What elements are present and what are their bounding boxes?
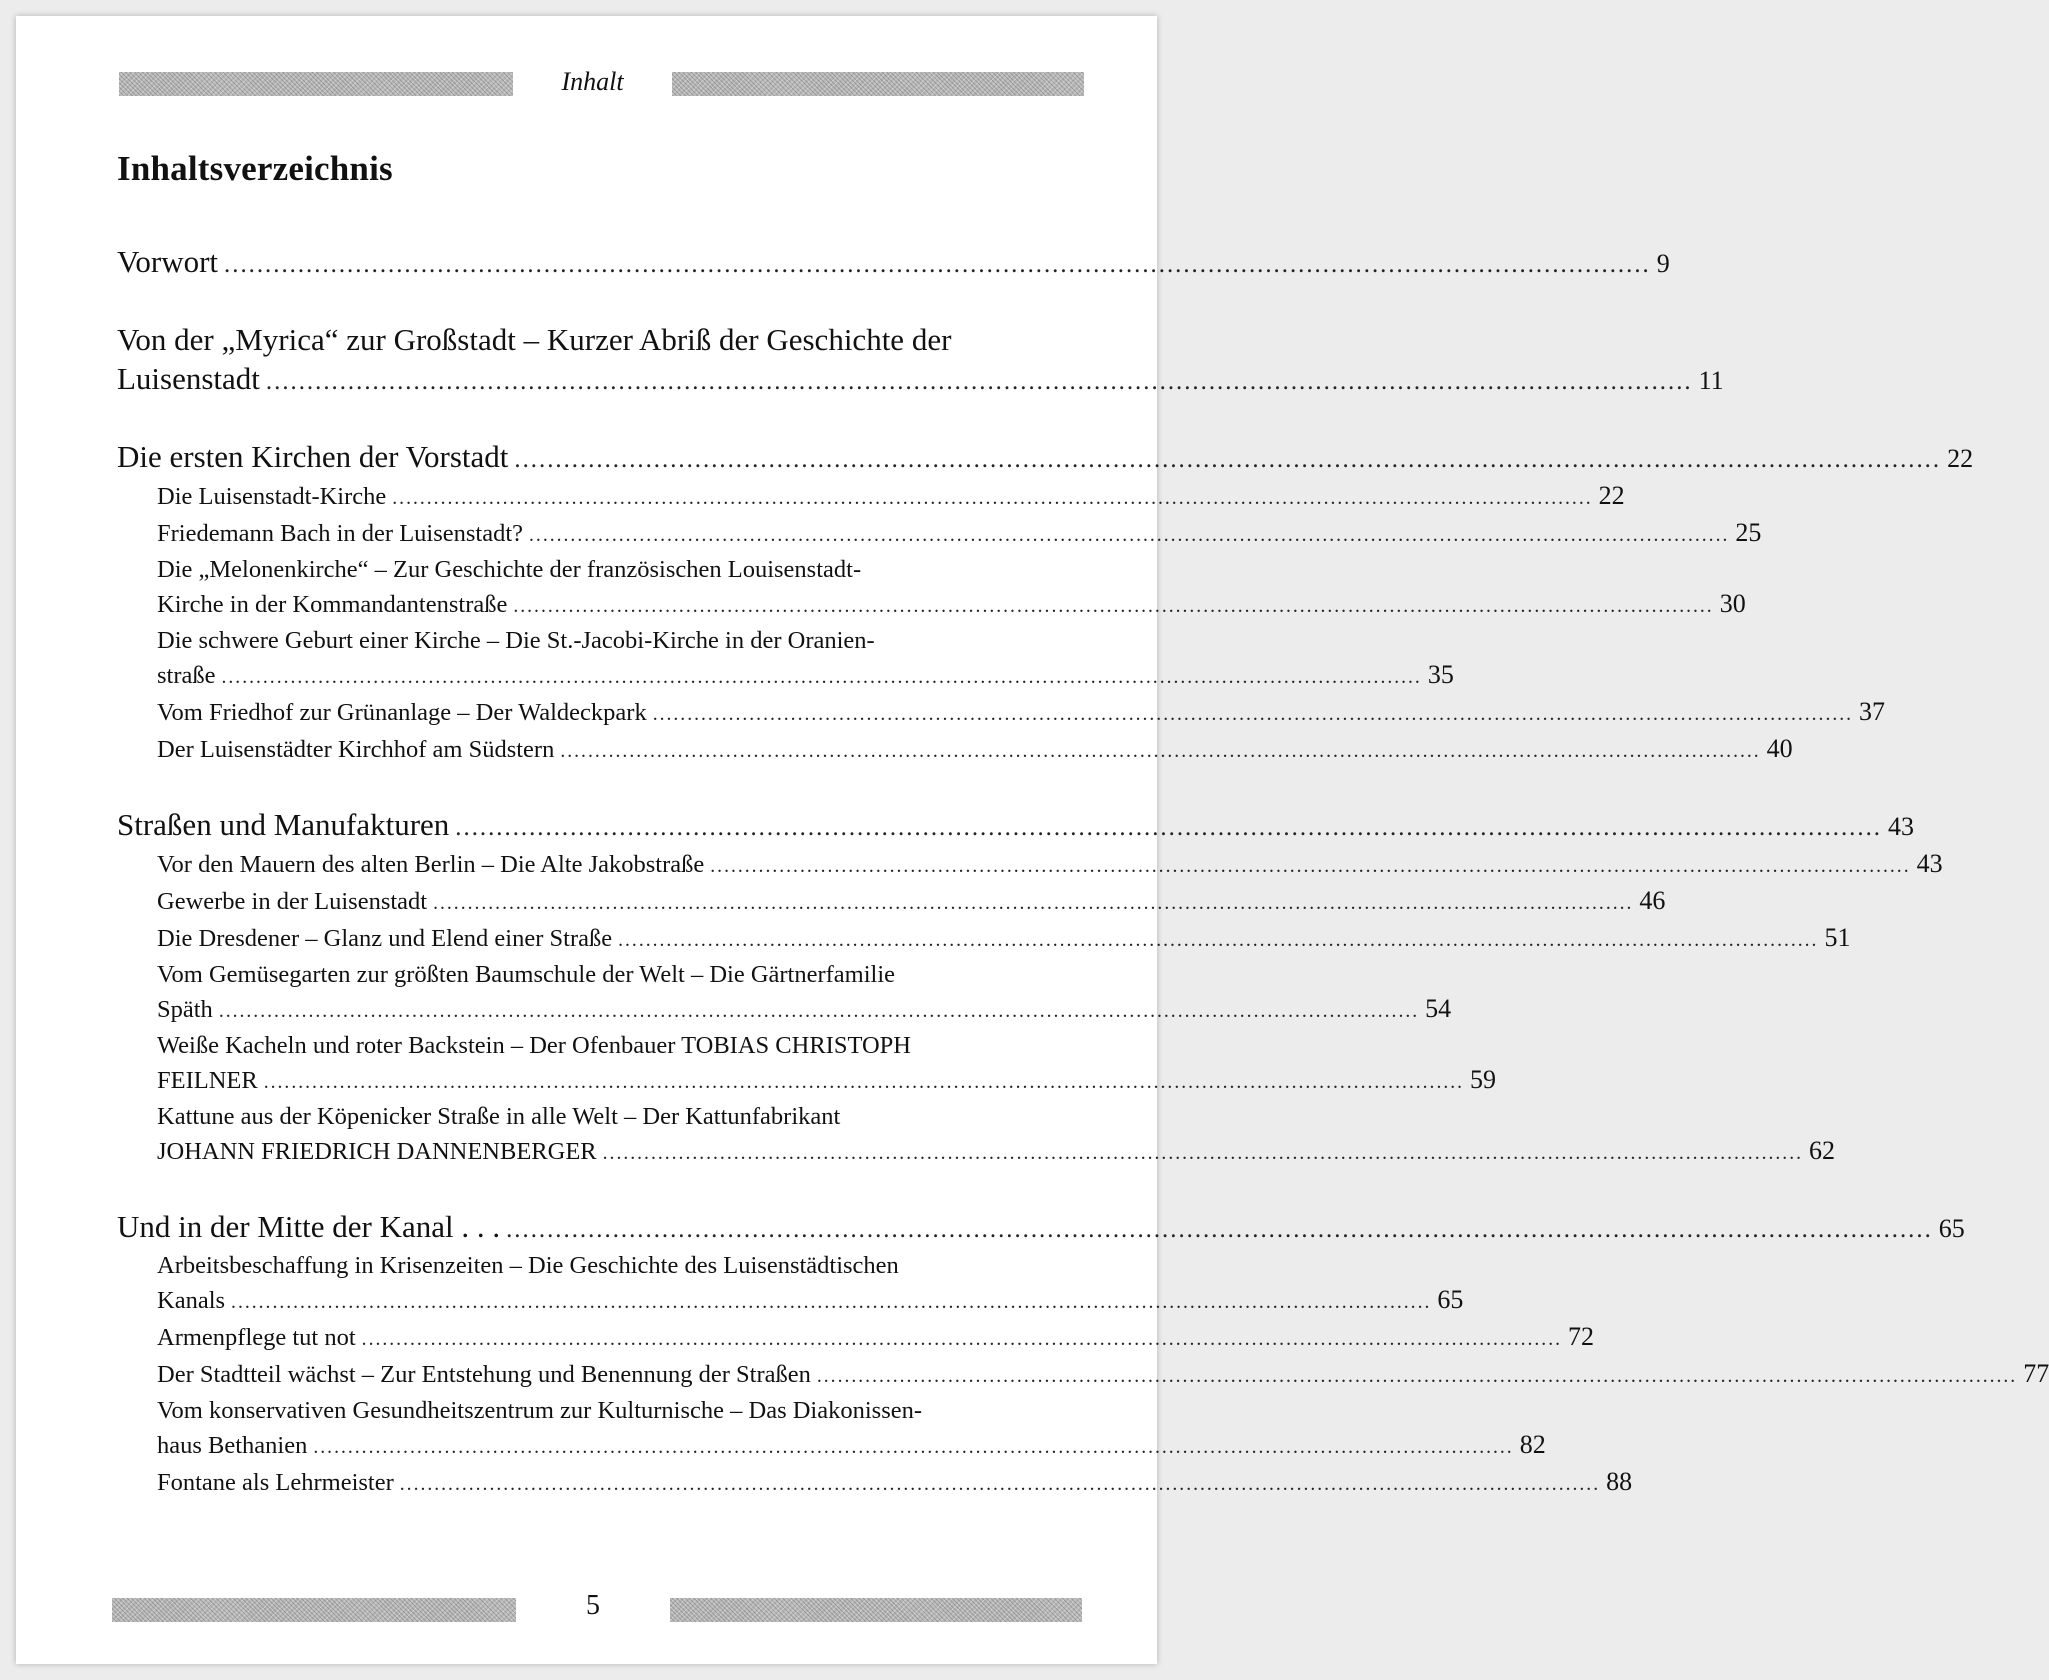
toc-subentry[interactable] [117,516,1762,553]
toc-section [117,1207,2049,1502]
subentry-title-line1: Arbeitsbeschaffung in Krisenzeiten – Die Geschichte des Luisenstädtischen [157,1252,899,1279]
toc-subentry[interactable] [117,695,1886,732]
subentry-title-line1: Kattune aus der Köpenicker Straße in alle Welt – Der Kattunfabrikant [157,1103,841,1130]
toc-chapter-entry[interactable] [117,437,1974,479]
header-rule-left [119,72,513,96]
subentry-title: Die Luisenstadt-Kirche [157,483,387,510]
toc-section [117,437,1974,769]
chapter-title: Vorwort [117,244,219,279]
chapter-page: 43 [1887,812,1914,841]
subentry-title: Friedemann Bach in der Luisenstadt? [157,520,524,547]
toc-chapter-entry[interactable] [117,1207,1965,1249]
dot-leader: .............................................................................................................................................................................. [361,1329,1562,1350]
dot-leader: .............................................................................................................................................................................. [399,1474,1601,1495]
chapter-page: 9 [1656,249,1670,278]
dot-leader: .............................................................................................................................................................................. [263,1072,1465,1093]
book-page [16,16,2049,1664]
dot-leader: .............................................................................................................................................................................. [265,368,1693,395]
subentry-page: 22 [1598,481,1625,510]
table-of-contents [117,242,2049,1502]
subentry-page: 35 [1427,660,1454,689]
toc-subentry[interactable] [117,1394,1546,1465]
dot-leader: .............................................................................................................................................................................. [560,741,1761,762]
subentry-title-line1: Die schwere Geburt einer Kirche – Die St.-Jacobi-Kirche in der Oranien- [157,627,875,654]
chapter-title-line2: Luisenstadt [117,361,260,396]
dot-leader: .............................................................................................................................................................................. [816,1366,2018,1387]
subentry-page: 65 [1437,1285,1464,1314]
toc-subentry[interactable] [117,1029,1497,1100]
toc-subentry[interactable] [117,847,1943,884]
dot-leader: .............................................................................................................................................................................. [652,704,1854,725]
page-title: Inhaltsverzeichnis [117,149,393,188]
subentry-title-line1: Vom Gemüsegarten zur größten Baumschule der Welt – Die Gärtnerfamilie [157,961,896,988]
subentry-page: 82 [1519,1430,1546,1459]
subentry-title: Armenpflege tut not [157,1324,356,1351]
chapter-page: 22 [1947,444,1974,473]
toc-subentry[interactable] [117,921,1851,958]
dot-leader: .............................................................................................................................................................................. [313,1437,1514,1458]
dot-leader: .............................................................................................................................................................................. [231,1292,1432,1313]
toc-subentry[interactable] [117,884,1666,921]
subentry-title: Vor den Mauern des alten Berlin – Die Alte Jakobstraße [157,851,705,878]
chapter-title: Und in der Mitte der Kanal . . . [117,1209,501,1244]
subentry-page: 59 [1470,1065,1497,1094]
subentry-title: Der Luisenstädter Kirchhof am Südstern [157,736,555,763]
subentry-title: Die Dresdener – Glanz und Elend einer Straße [157,925,613,952]
toc-chapter-entry[interactable] [117,805,1914,847]
toc-subentry[interactable] [117,732,1793,769]
toc-section [117,242,1670,284]
subentry-page: 62 [1808,1136,1835,1165]
toc-subentry[interactable] [117,1100,1835,1171]
subentry-title-line1: Weiße Kacheln und roter Backstein – Der Ofenbauer TOBIAS CHRISTOPH [157,1032,911,1059]
subentry-title-line2: Späth [157,996,213,1023]
header-rule-right [672,72,1084,96]
toc-subentry[interactable] [117,624,1454,695]
subentry-page: 54 [1425,994,1452,1023]
dot-leader: .............................................................................................................................................................................. [602,1143,1803,1164]
footer-rule-left [112,1598,516,1622]
toc-subentry[interactable] [117,1357,2049,1394]
dot-leader: .............................................................................................................................................................................. [433,893,1634,914]
subentry-page: 72 [1568,1322,1594,1351]
dot-leader: .............................................................................................................................................................................. [529,525,1730,546]
subentry-title: Vom Friedhof zur Grünanlage – Der Waldeckpark [157,699,647,726]
dot-leader: .............................................................................................................................................................................. [218,1001,1420,1022]
subentry-title-line2: Kanals [157,1287,226,1314]
dot-leader: .............................................................................................................................................................................. [710,856,1911,877]
dot-leader: .............................................................................................................................................................................. [455,814,1882,841]
page-number: 5 [586,1590,600,1621]
toc-subentry[interactable] [117,553,1746,624]
chapter-title-line1: Von der „Myrica“ zur Großstadt – Kurzer Abriß der Geschichte der [117,322,952,357]
footer-rule-right [670,1598,1082,1622]
subentry-title: Der Stadtteil wächst – Zur Entstehung und Benennung der Straßen [157,1361,811,1388]
dot-leader: .............................................................................................................................................................................. [506,1216,1933,1243]
subentry-title-line2: straße [157,662,216,689]
toc-chapter-entry[interactable] [117,242,1670,284]
toc-subentry[interactable] [117,1320,1594,1357]
subentry-title-line2: JOHANN FRIEDRICH DANNENBERGER [157,1138,597,1165]
chapter-page: 65 [1938,1214,1965,1243]
subentry-title-line1: Vom konservativen Gesundheitszentrum zur Kulturnische – Das Diakonissen- [157,1397,923,1424]
subentry-title: Fontane als Lehrmeister [157,1469,394,1496]
subentry-page: 51 [1824,923,1851,952]
subentry-page: 30 [1719,589,1746,618]
subentry-title-line2: Kirche in der Kommandantenstraße [157,591,508,618]
dot-leader: .............................................................................................................................................................................. [392,488,1593,509]
subentry-title-line2: haus Bethanien [157,1432,308,1459]
subentry-title-line2: FEILNER [157,1067,258,1094]
toc-section [117,805,1943,1171]
subentry-page: 46 [1639,886,1666,915]
subentry-page: 25 [1735,518,1762,547]
toc-subentry[interactable] [117,479,1625,516]
toc-subentry[interactable] [117,958,1452,1029]
dot-leader: .............................................................................................................................................................................. [513,596,1714,617]
toc-section [117,320,1724,401]
subentry-page: 40 [1766,734,1793,763]
running-head: Inhalt [561,67,624,96]
chapter-title: Die ersten Kirchen der Vorstadt [117,439,509,474]
toc-subentry[interactable] [117,1249,1464,1320]
dot-leader: .............................................................................................................................................................................. [224,251,1651,278]
dot-leader: .............................................................................................................................................................................. [618,930,1819,951]
subentry-page: 77 [2023,1359,2049,1388]
subentry-title: Gewerbe in der Luisenstadt [157,888,428,915]
toc-subentry[interactable] [117,1465,1633,1502]
dot-leader: .............................................................................................................................................................................. [221,667,1422,688]
chapter-page: 11 [1698,366,1724,395]
dot-leader: .............................................................................................................................................................................. [514,446,1942,473]
toc-chapter-entry[interactable] [117,320,1724,401]
chapter-title: Straßen und Manufakturen [117,807,450,842]
subentry-page: 43 [1916,849,1943,878]
subentry-page: 88 [1606,1467,1633,1496]
subentry-title-line1: Die „Melonenkirche“ – Zur Geschichte der französischen Louisenstadt- [157,556,862,583]
subentry-page: 37 [1859,697,1886,726]
